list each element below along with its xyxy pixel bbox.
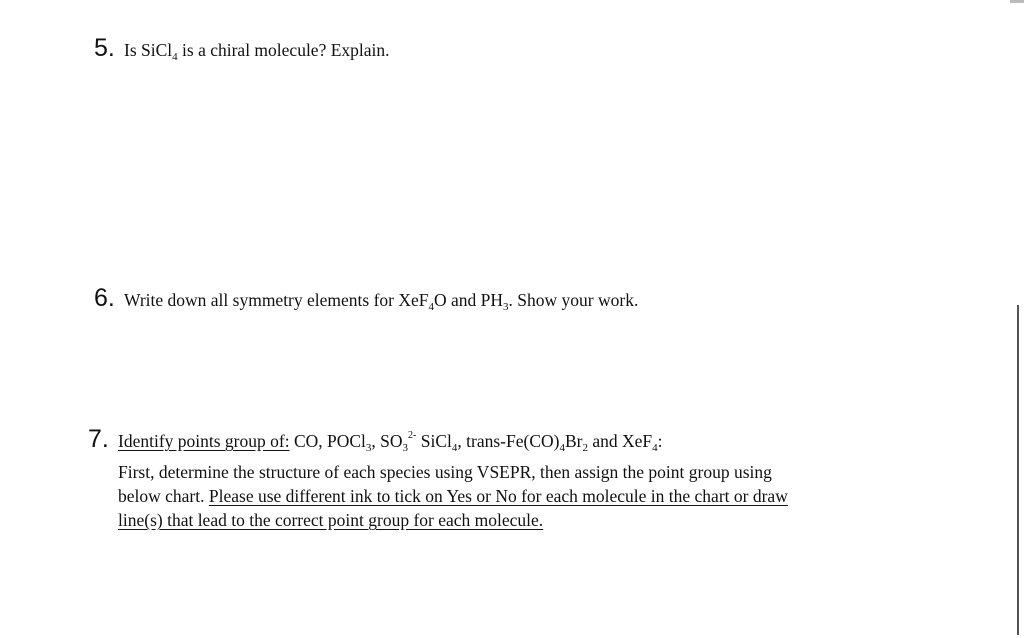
question-number: 5. — [94, 34, 115, 62]
subscript: 4 — [451, 442, 458, 454]
subscript: 3 — [402, 442, 409, 454]
question-text: is a chiral molecule? Explain. — [177, 40, 390, 60]
question-number: 6. — [94, 284, 115, 312]
subscript: 3 — [503, 301, 509, 313]
superscript-charge: 2- — [408, 430, 417, 441]
instruction-underlined: Please use different ink to tick on Yes or No for each molecule in the chart or draw — [208, 486, 788, 506]
instruction-line-1: First, determine the structure of each species using VSEPR, then assign the point group using — [118, 462, 772, 482]
formula: , SO — [371, 431, 403, 451]
subscript: 4 — [172, 51, 178, 63]
subscript: 4 — [428, 301, 434, 313]
formula: Br — [564, 431, 583, 451]
formula: , trans-Fe(CO) — [457, 431, 560, 451]
formula: SiCl — [416, 431, 452, 451]
question-7 — [88, 425, 663, 454]
question-text: Write down all symmetry elements for XeF — [124, 290, 429, 310]
instruction-text: below chart. — [118, 486, 209, 506]
question-5 — [94, 34, 390, 63]
formula: and XeF — [587, 431, 653, 451]
subscript: 4 — [652, 442, 658, 454]
question-text: O and PH — [434, 290, 504, 310]
identify-label: Identify points group of: — [118, 431, 290, 451]
formula: CO, POCl — [289, 431, 366, 451]
instruction-line-3: line(s) that lead to the correct point group for each molecule. — [118, 510, 544, 530]
formula: : — [657, 431, 663, 451]
scrollbar[interactable] — [1017, 305, 1019, 635]
question-6 — [94, 284, 638, 313]
instruction-line-2 — [118, 486, 788, 507]
subscript: 2 — [582, 442, 588, 454]
subscript: 4 — [559, 442, 565, 454]
subscript: 3 — [365, 442, 372, 454]
question-number: 7. — [88, 425, 109, 453]
question-text: Is SiCl — [124, 40, 173, 60]
window-corner — [1010, 0, 1024, 3]
question-text: . Show your work. — [508, 290, 639, 310]
